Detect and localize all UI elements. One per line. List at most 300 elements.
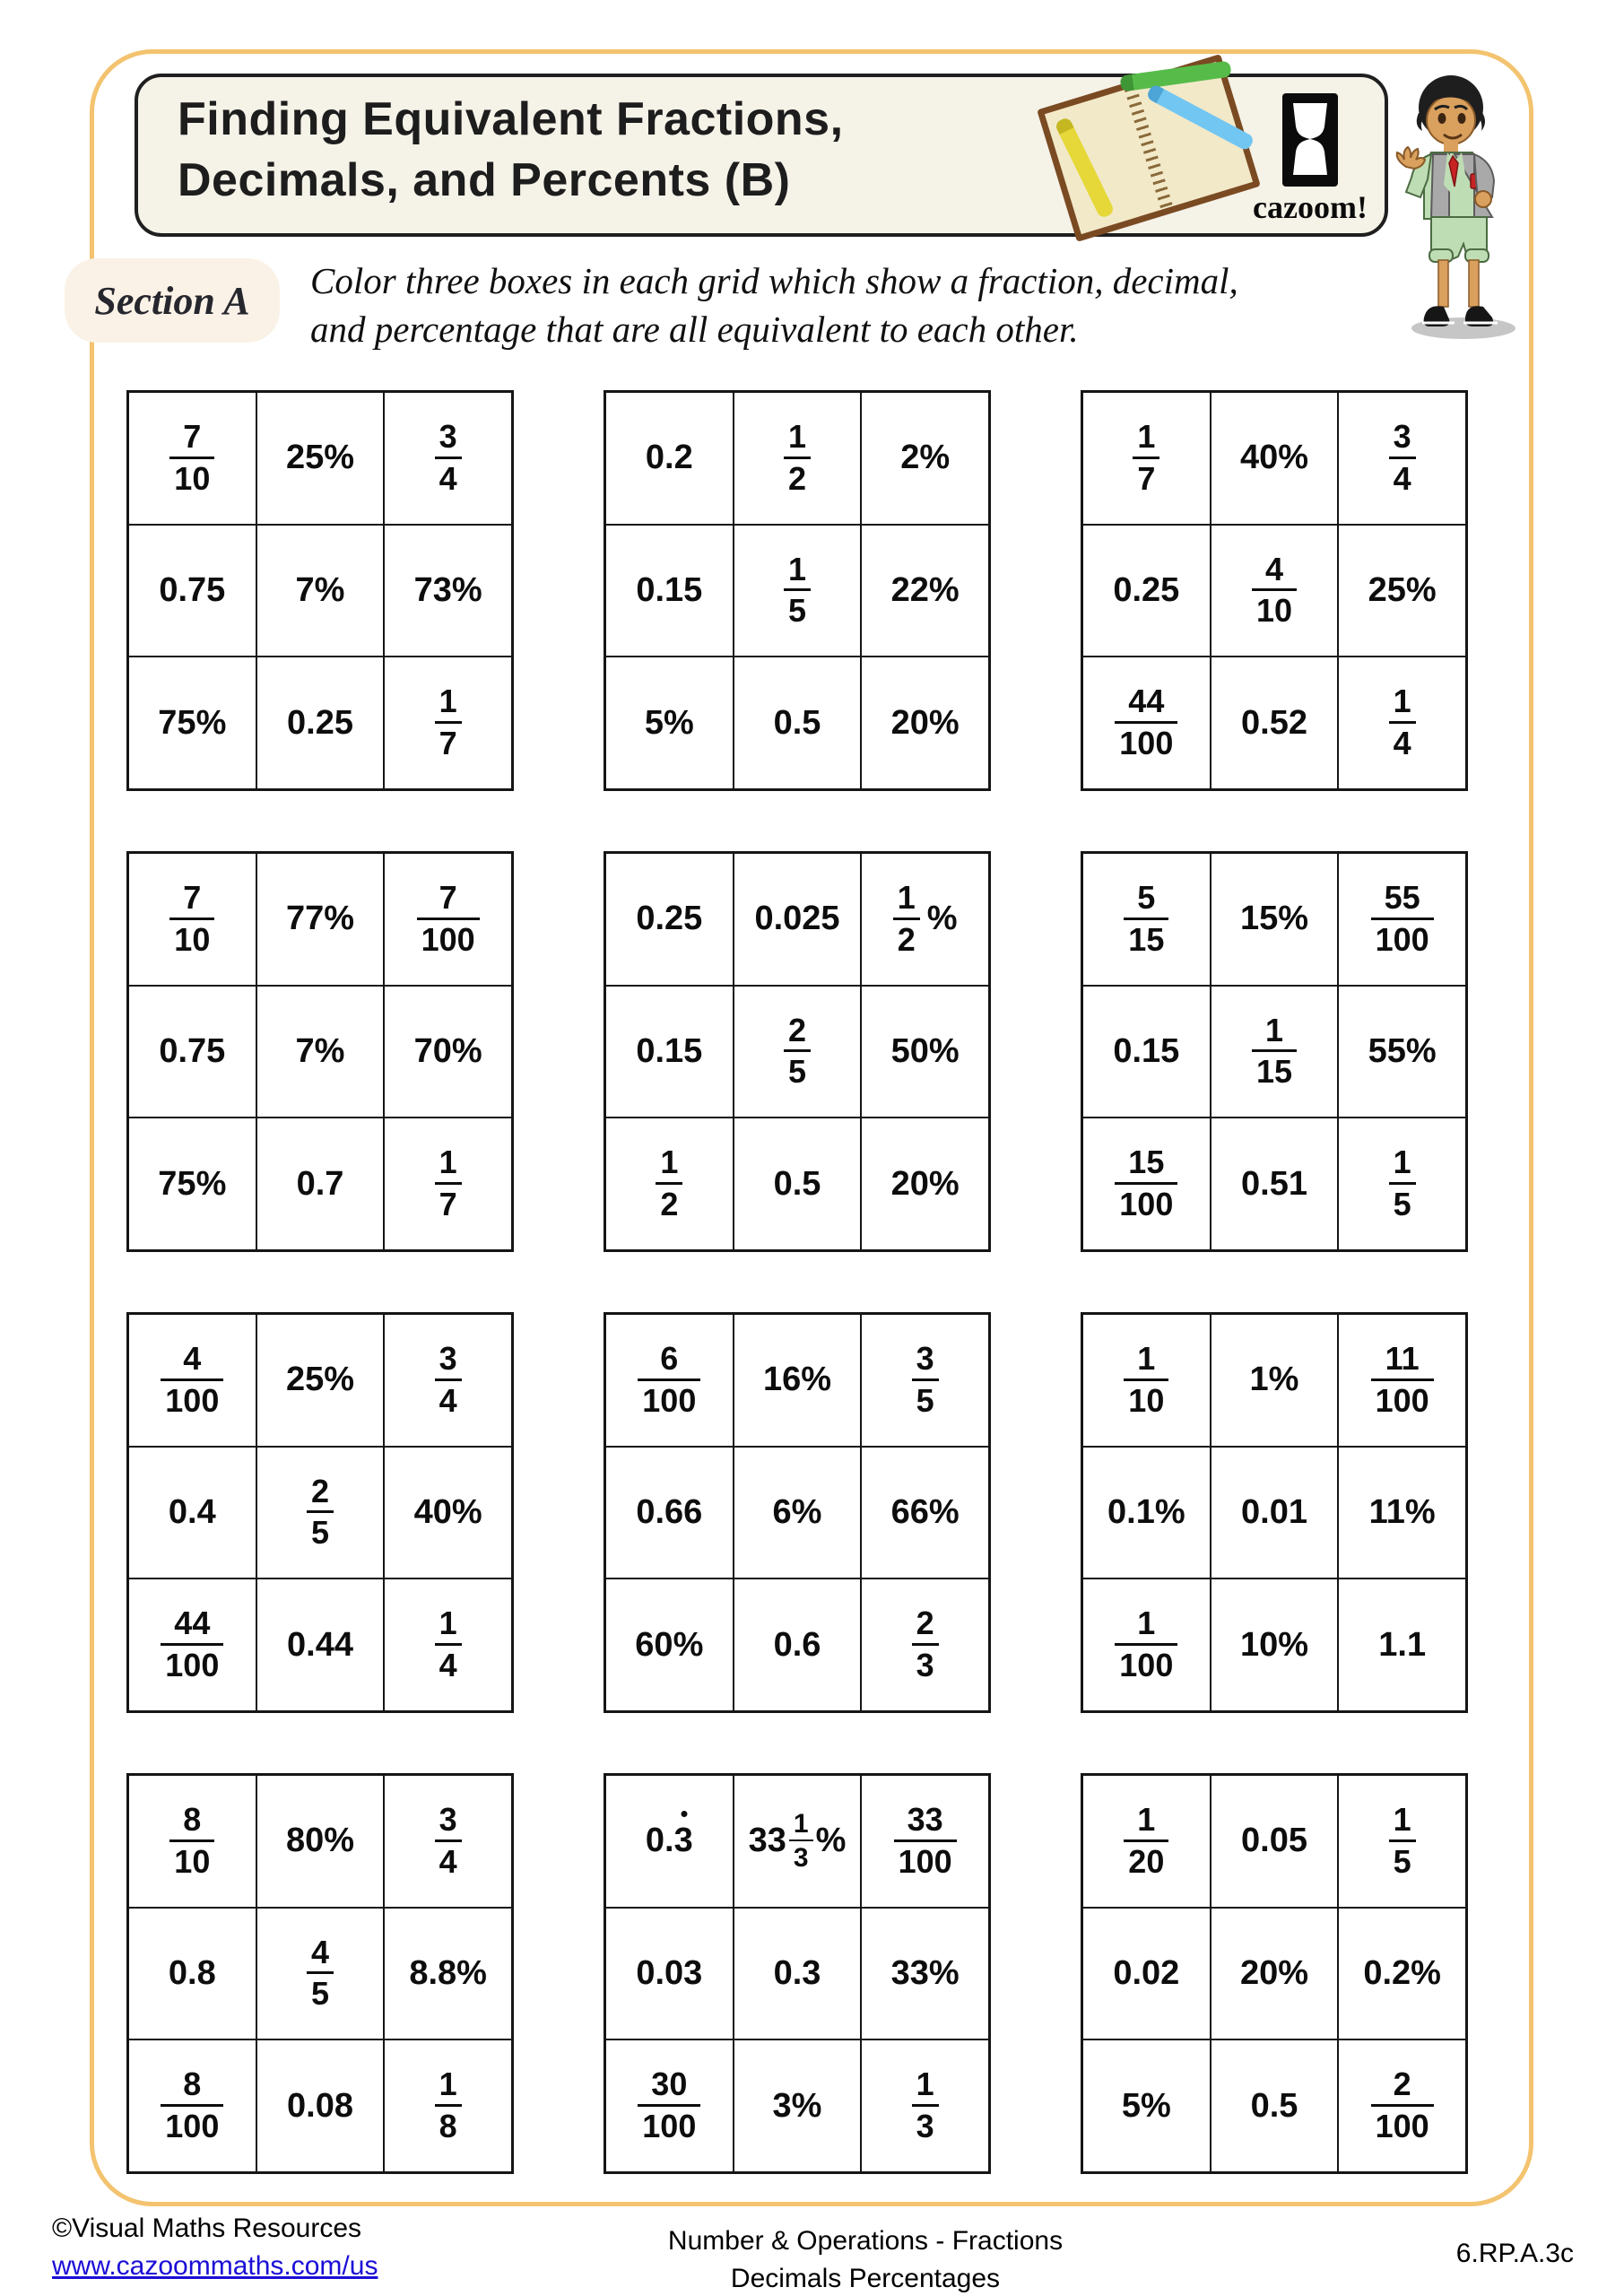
cell-value: 0.3 (773, 1953, 821, 1992)
grid-cell[interactable] (861, 1314, 989, 1447)
grid-cell[interactable] (384, 986, 512, 1118)
numerator: 2 (787, 1011, 806, 1048)
denominator: 4 (435, 1378, 462, 1419)
numerator: 44 (1128, 683, 1165, 720)
cell-value: 5% (644, 703, 694, 742)
equivalence-grid (126, 390, 514, 791)
grid-cell[interactable] (128, 1578, 256, 1711)
grid-cell[interactable] (1338, 1447, 1466, 1579)
cell-value: 80% (285, 1822, 355, 1860)
fraction (1124, 878, 1168, 958)
numerator: 2 (1393, 2066, 1411, 2103)
grid-cell[interactable] (1338, 1775, 1466, 1908)
fraction (893, 878, 920, 958)
grid-cell[interactable] (1211, 1314, 1339, 1447)
cell-value: 0.66 (636, 1492, 703, 1531)
grid-cell[interactable] (861, 1578, 989, 1711)
cell-value: 0.15 (636, 570, 703, 609)
cell-value: 0.8 (168, 1953, 216, 1992)
grid-cell[interactable] (1211, 986, 1339, 1118)
grid-cell[interactable] (1082, 1447, 1211, 1579)
fraction (435, 1606, 462, 1683)
cell-value: 2% (900, 439, 951, 477)
denominator: 5 (784, 588, 811, 629)
page-title-line1: Finding Equivalent Fractions, (178, 93, 844, 145)
fraction (784, 417, 811, 497)
grid-cell[interactable] (1211, 1578, 1339, 1711)
fraction (435, 684, 462, 761)
fraction (1115, 684, 1177, 761)
grid-cell[interactable] (734, 392, 862, 525)
denominator: 7 (435, 721, 462, 761)
grid-cell[interactable] (256, 2039, 385, 2172)
numerator: 8 (183, 2066, 202, 2103)
section-label: Section A (65, 258, 280, 343)
cell-value: 25% (285, 1361, 355, 1399)
denominator: 5 (912, 1378, 939, 1419)
grid-cell[interactable] (734, 1447, 862, 1579)
grid-cell[interactable] (1082, 657, 1211, 789)
grid-cell[interactable] (734, 1775, 862, 1908)
denominator: 100 (1115, 721, 1177, 761)
denominator: 3 (912, 1643, 939, 1683)
numerator: 3 (1393, 417, 1411, 455)
denominator: 7 (435, 1182, 462, 1222)
denominator: 10 (169, 1839, 214, 1880)
grid-cell[interactable] (256, 853, 385, 986)
equivalence-grid (1081, 390, 1468, 791)
numerator: 1 (1393, 683, 1411, 720)
denominator: 100 (638, 1378, 700, 1419)
cell-value: 3% (772, 2086, 822, 2125)
grid-cell[interactable] (861, 1118, 989, 1250)
grid-cell[interactable] (1338, 853, 1466, 986)
equivalence-grid (1081, 1312, 1468, 1713)
equivalence-grid (1081, 851, 1468, 1252)
cell-value: 0.2 (645, 439, 693, 477)
grid-cell[interactable] (256, 1118, 385, 1250)
grid-cell[interactable] (734, 1314, 862, 1447)
page-title (178, 90, 844, 211)
denominator: 15 (1252, 1049, 1297, 1090)
cell-value: 0.02 (1113, 1953, 1180, 1992)
equivalence-grid (126, 1312, 514, 1713)
grid-cell[interactable] (256, 657, 385, 789)
grid-cell[interactable] (734, 1118, 862, 1250)
grid-cell[interactable] (128, 1447, 256, 1579)
grid-cell[interactable] (1338, 1314, 1466, 1447)
grid-cell[interactable] (384, 1314, 512, 1447)
fraction (1389, 684, 1416, 761)
denominator: 4 (1389, 457, 1416, 497)
cell-value: 8.8% (409, 1953, 487, 1992)
cell-value: 0.5 (773, 703, 821, 742)
grid-cell[interactable] (128, 853, 256, 986)
cell-value: 70% (413, 1031, 482, 1070)
denominator: 5 (1389, 1182, 1416, 1222)
grid-cell[interactable] (1082, 1908, 1211, 2040)
cazoom-logo-text: cazoom! (1253, 189, 1368, 225)
page-title-line2: Decimals, and Percents (B) (178, 153, 791, 206)
grid-cell[interactable] (861, 853, 989, 986)
cell-value: 20% (890, 703, 960, 742)
numerator: 1 (1393, 1800, 1411, 1838)
grid-cell[interactable] (256, 392, 385, 525)
grid-cell[interactable] (1211, 853, 1339, 986)
grid-cell[interactable] (256, 1908, 385, 2040)
numerator: 30 (651, 2066, 688, 2103)
cell-value: 7% (295, 1031, 345, 1070)
grid-cell[interactable] (734, 853, 862, 986)
grid-cell[interactable] (605, 525, 734, 657)
grid-cell[interactable] (605, 986, 734, 1118)
numerator: 7 (183, 417, 202, 455)
fraction (656, 1145, 682, 1222)
denominator: 2 (784, 457, 811, 497)
numerator: 3 (439, 417, 457, 455)
cell-value: 0.15 (636, 1031, 703, 1070)
fraction (1124, 1800, 1168, 1880)
grid-cell[interactable] (861, 986, 989, 1118)
grid-cell[interactable] (256, 1578, 385, 1711)
grid-cell[interactable] (861, 392, 989, 525)
cell-value: 6% (772, 1492, 822, 1531)
grid-cell[interactable] (1082, 392, 1211, 525)
grid-cell[interactable] (605, 657, 734, 789)
denominator: 100 (638, 2104, 700, 2144)
grid-cell[interactable] (256, 1775, 385, 1908)
grid-cell[interactable] (605, 1118, 734, 1250)
cell-value: 0.1% (1107, 1492, 1185, 1531)
grid-cell[interactable] (605, 2039, 734, 2172)
grid-cell[interactable] (384, 1775, 512, 1908)
cell-value: 0.5 (773, 1164, 821, 1203)
grid-cell[interactable] (734, 1908, 862, 2040)
fraction (638, 2067, 700, 2144)
numerator: 1 (439, 2066, 457, 2103)
grid-cell[interactable] (128, 1118, 256, 1250)
cell-value: 0.5 (1250, 2086, 1298, 2125)
instructions-line2: and percentage that are all equivalent to each other. (310, 309, 1079, 351)
denominator: 100 (417, 918, 480, 958)
denominator: 10 (169, 457, 214, 497)
denominator: 100 (161, 2104, 223, 2144)
cell-value: 11% (1368, 1492, 1436, 1531)
grid-cell[interactable] (1211, 2039, 1339, 2172)
grid-cell[interactable] (605, 1775, 734, 1908)
numerator: 1 (787, 417, 806, 455)
numerator: 33 (907, 1800, 943, 1838)
fraction (1389, 417, 1416, 497)
equivalence-grid (1081, 1773, 1468, 2174)
numerator: 1 (1137, 1605, 1156, 1642)
grid-cell[interactable] (1082, 1118, 1211, 1250)
denominator: 100 (1115, 1182, 1177, 1222)
numerator: 4 (310, 1933, 329, 1970)
denominator: 7 (1133, 457, 1159, 497)
numerator: 3 (916, 1339, 934, 1377)
numerator: 1 (1137, 417, 1156, 455)
recurring-digit: 3 (674, 1822, 693, 1860)
grid-cell[interactable] (861, 525, 989, 657)
numerator: 55 (1384, 878, 1420, 916)
notebook-illustration (1035, 63, 1241, 242)
grid-cell[interactable] (861, 657, 989, 789)
grid-cell[interactable] (1338, 392, 1466, 525)
instructions-text (310, 257, 1315, 353)
fraction (912, 1339, 939, 1419)
grids (126, 390, 1464, 2174)
grid-cell[interactable] (1211, 1908, 1339, 2040)
cell-value: 20% (890, 1164, 960, 1203)
numerator: 1 (897, 878, 916, 916)
cell-value: 60% (635, 1625, 704, 1664)
fraction (894, 1800, 957, 1880)
grid-cell[interactable] (384, 1118, 512, 1250)
cell-value: 0.05 (1241, 1822, 1307, 1860)
grid-cell[interactable] (384, 525, 512, 657)
copyright-text: ©Visual Maths Resources (52, 2213, 362, 2243)
grid-cell[interactable] (128, 986, 256, 1118)
grid-cell[interactable] (384, 1447, 512, 1579)
grid-cell[interactable] (256, 525, 385, 657)
denominator: 100 (1371, 1378, 1434, 1419)
grid-cell[interactable] (1338, 2039, 1466, 2172)
denominator: 10 (169, 918, 214, 958)
grid-cell[interactable] (256, 986, 385, 1118)
cell-value: 0.15 (1113, 1031, 1180, 1070)
grid-cell[interactable] (1338, 1118, 1466, 1250)
grid-cell[interactable] (1211, 525, 1339, 657)
cell-value: 16% (762, 1361, 832, 1399)
grid-cell[interactable] (1082, 853, 1211, 986)
cell-value: 0.01 (1241, 1492, 1307, 1531)
denominator: 5 (1389, 1839, 1416, 1880)
numerator: 15 (1128, 1144, 1165, 1181)
grid-cell[interactable] (605, 392, 734, 525)
numerator: 7 (183, 878, 202, 916)
equivalence-grid (604, 1773, 991, 2174)
cell-value: 25% (1368, 570, 1437, 609)
grid-cell[interactable] (734, 1578, 862, 1711)
grid-cell[interactable] (1211, 1118, 1339, 1250)
cell-value: 55% (1368, 1031, 1437, 1070)
cell-value: 1% (1249, 1361, 1299, 1399)
cell-value: 15% (1239, 900, 1309, 938)
grid-cell[interactable] (128, 1314, 256, 1447)
grid-cell[interactable] (384, 1578, 512, 1711)
grid-cell[interactable] (605, 1314, 734, 1447)
numerator: 1 (916, 2066, 934, 2103)
cell-value: 5% (1121, 2086, 1171, 2125)
cell-value: 0.7 (296, 1164, 344, 1203)
grid-cell[interactable] (1338, 1578, 1466, 1711)
cell-value: 0.51 (1241, 1164, 1307, 1203)
grid-cell[interactable] (861, 2039, 989, 2172)
cell-value: 22% (890, 570, 960, 609)
grid-cell[interactable] (1211, 1775, 1339, 1908)
numerator: 3 (439, 1339, 457, 1377)
cell-value: 73% (413, 570, 482, 609)
grid-cell[interactable] (1338, 986, 1466, 1118)
numerator: 7 (439, 878, 457, 916)
grid-cell[interactable] (1082, 986, 1211, 1118)
footer-subject (574, 2222, 1157, 2296)
grid-cell[interactable] (605, 1908, 734, 2040)
grid-cell[interactable] (861, 1447, 989, 1579)
fraction (435, 417, 462, 497)
denominator: 5 (784, 1049, 811, 1090)
numerator: 44 (174, 1605, 211, 1642)
fraction (1252, 1013, 1297, 1091)
fraction (784, 1013, 811, 1091)
denominator: 2 (893, 918, 920, 958)
grid-cell[interactable] (256, 1447, 385, 1579)
grid-cell[interactable] (605, 1578, 734, 1711)
cazoom-logo-icon (1282, 93, 1338, 187)
percent-sign: % (926, 900, 958, 938)
footer-left (52, 2213, 378, 2282)
fraction (435, 1145, 462, 1222)
denominator: 4 (435, 1643, 462, 1683)
cell-value: 40% (413, 1492, 482, 1531)
cell-value: 1.1 (1378, 1625, 1427, 1664)
numerator: 2 (916, 1605, 934, 1642)
grid-cell[interactable] (734, 986, 862, 1118)
grid-cell[interactable] (734, 2039, 862, 2172)
cell-value: 0.75 (159, 1031, 226, 1070)
grid-cell[interactable] (1338, 525, 1466, 657)
denominator: 100 (1115, 1643, 1177, 1683)
numerator: 1 (439, 1144, 457, 1181)
cell-value: 20% (1239, 1953, 1309, 1992)
grid-cell[interactable] (1082, 1578, 1211, 1711)
standard-code: 6.RP.A.3c (1455, 2239, 1574, 2268)
numerator: 11 (1385, 1339, 1420, 1377)
grid-cell[interactable] (256, 1314, 385, 1447)
cell-value: 40% (1239, 439, 1309, 477)
recurring-decimal: 0.3 (646, 1822, 693, 1860)
fraction (161, 1339, 223, 1419)
denominator: 4 (435, 1839, 462, 1880)
cell-value: 75% (158, 703, 227, 742)
denominator: 4 (1389, 721, 1416, 761)
grid-cell[interactable] (861, 1908, 989, 2040)
fraction (1371, 1339, 1434, 1419)
fraction (435, 2067, 462, 2144)
denominator: 10 (1252, 588, 1297, 629)
grid-cell[interactable] (1082, 2039, 1211, 2172)
cell-value: 33% (890, 1953, 960, 1992)
fraction (1389, 1800, 1416, 1880)
grid-cell[interactable] (384, 2039, 512, 2172)
numerator: 6 (660, 1339, 679, 1377)
cell-value: 0.2% (1363, 1953, 1441, 1992)
grid-cell[interactable] (384, 1908, 512, 2040)
cell-value: 25% (285, 439, 355, 477)
grid-cell[interactable] (384, 657, 512, 789)
numerator: 1 (439, 1605, 457, 1642)
cell-value: 0.4 (168, 1492, 216, 1531)
grid-cell[interactable] (1082, 1775, 1211, 1908)
denominator: 5 (307, 1510, 334, 1551)
numerator: 4 (183, 1339, 202, 1377)
grid-cell[interactable] (605, 1447, 734, 1579)
percent-sign: % (815, 1822, 847, 1860)
grid-cell[interactable] (1338, 1908, 1466, 2040)
fraction (1115, 1145, 1177, 1222)
grid-cell[interactable] (128, 1908, 256, 2040)
cell-value: 7% (295, 570, 345, 609)
cell-value: 50% (890, 1031, 960, 1070)
fraction (912, 1606, 939, 1683)
grid-cell[interactable] (128, 392, 256, 525)
fraction (1124, 1339, 1168, 1419)
numerator: 1 (439, 683, 457, 720)
cell-value: 0.44 (287, 1625, 353, 1664)
grid-cell[interactable] (1338, 657, 1466, 789)
instructions-line1: Color three boxes in each grid which show a fraction, decimal, (310, 260, 1238, 301)
website-link[interactable]: www.cazoommaths.com/us (52, 2251, 378, 2281)
grid-cell[interactable] (734, 525, 862, 657)
grid-cell[interactable] (128, 1775, 256, 1908)
numerator: 2 (310, 1472, 329, 1509)
fraction (161, 1606, 223, 1683)
equivalence-grid (604, 851, 991, 1252)
numerator: 1 (1264, 1011, 1283, 1048)
grid-cell[interactable] (1211, 657, 1339, 789)
grid-cell[interactable] (605, 853, 734, 986)
fraction (789, 1810, 813, 1873)
fraction (169, 878, 214, 958)
denominator: 100 (161, 1643, 223, 1683)
denominator: 100 (161, 1378, 223, 1419)
grid-cell[interactable] (384, 392, 512, 525)
grid-cell[interactable] (1211, 392, 1339, 525)
numerator: 1 (1137, 1800, 1156, 1838)
fraction (435, 1339, 462, 1419)
grid-cell[interactable] (1082, 1314, 1211, 1447)
grid-cell[interactable] (128, 657, 256, 789)
grid-cell[interactable] (128, 2039, 256, 2172)
equivalence-grid (126, 851, 514, 1252)
grid-cell[interactable] (1211, 1447, 1339, 1579)
fraction (161, 2067, 223, 2144)
equivalence-grid (126, 1773, 514, 2174)
denominator: 2 (656, 1182, 682, 1222)
grid-cell[interactable] (861, 1775, 989, 1908)
fraction (1133, 417, 1159, 497)
cell-value: 0.025 (754, 900, 840, 938)
grid-cell[interactable] (128, 525, 256, 657)
fraction (1252, 552, 1297, 630)
title-box (135, 74, 1388, 237)
fraction (307, 1474, 334, 1552)
fraction (417, 878, 480, 958)
fraction (638, 1339, 700, 1419)
grid-cell[interactable] (734, 657, 862, 789)
numerator: 8 (183, 1800, 202, 1838)
grid-cell[interactable] (384, 853, 512, 986)
denominator: 20 (1124, 1839, 1168, 1880)
numerator: 1 (1137, 1339, 1156, 1377)
whole-number: 33 (748, 1822, 786, 1860)
denominator: 100 (1371, 2104, 1434, 2144)
fraction (435, 1800, 462, 1880)
grid-cell[interactable] (1082, 525, 1211, 657)
denominator: 100 (894, 1839, 957, 1880)
denominator: 5 (307, 1971, 334, 2012)
